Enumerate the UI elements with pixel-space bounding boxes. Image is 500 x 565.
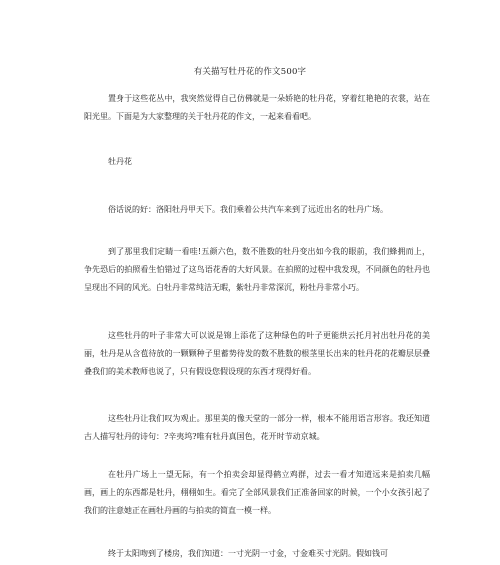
paragraph: 这些牡丹让我们叹为观止。那里美的像天堂的一部分一样，根本不能用语言形容。我还知道古人描写牡丹的诗句：?辛夷坞?唯有牡丹真国色，花开时节动京城。 <box>84 414 430 441</box>
section-heading: 牡丹花 <box>108 157 132 166</box>
document-title: 有关描写牡丹花的作文500字 <box>193 67 307 77</box>
paragraph: 到了那里我们定睛一看哇!五颜六色，数不胜数的牡丹变出如今我的眼前，我们蜂拥而上，争先恐后的拍照看生怕错过了这鸟语花香的大好风景。在拍照的过程中我发现，不同颜色的牡丹也呈现出不同的风光。白牡丹非常纯洁无暇，紫牡丹非常深沉，粉牡丹非常小巧。 <box>84 247 430 292</box>
paragraph-intro: 置身于这些花丛中，我突然觉得自己仿佛就是一朵娇艳的牡丹花，穿着红艳艳的衣裳，站在阳光里。下面是为大家整理的关于牡丹花的作文，一起来看看吧。 <box>84 94 430 121</box>
paragraph: 在牡丹广场上一望无际，有一个拍卖会却显得鹤立鸡群，过去一看才知道远来是拍卖几幅画，画上的东西都是牡丹，栩栩如生。看完了全部风景我们正准备回家的时候，一个小女孩引起了我们的注意她正在画牡丹画的与拍卖的简直一模一样。 <box>84 470 430 515</box>
paragraph: 终于太阳吻到了楼房，我们知道：一寸光阴一寸金，寸金难买寸光阴。假如钱可 <box>108 549 388 558</box>
paragraph: 这些牡丹的叶子非常大可以说是锦上添花了这种绿色的叶子更能烘云托月衬出牡丹花的美丽，牡丹是从含苞待放的一颗颗种子里蓄势待发的数不胜数的根茎里长出来的牡丹花的花瓣层层叠叠我们的美术教师也说了，只有假设您假设现的东西才现得好看。 <box>84 331 430 376</box>
paragraph: 俗话说的好：洛阳牡丹甲天下。我们乘着公共汽车来到了远近出名的牡丹广场。 <box>108 205 388 214</box>
